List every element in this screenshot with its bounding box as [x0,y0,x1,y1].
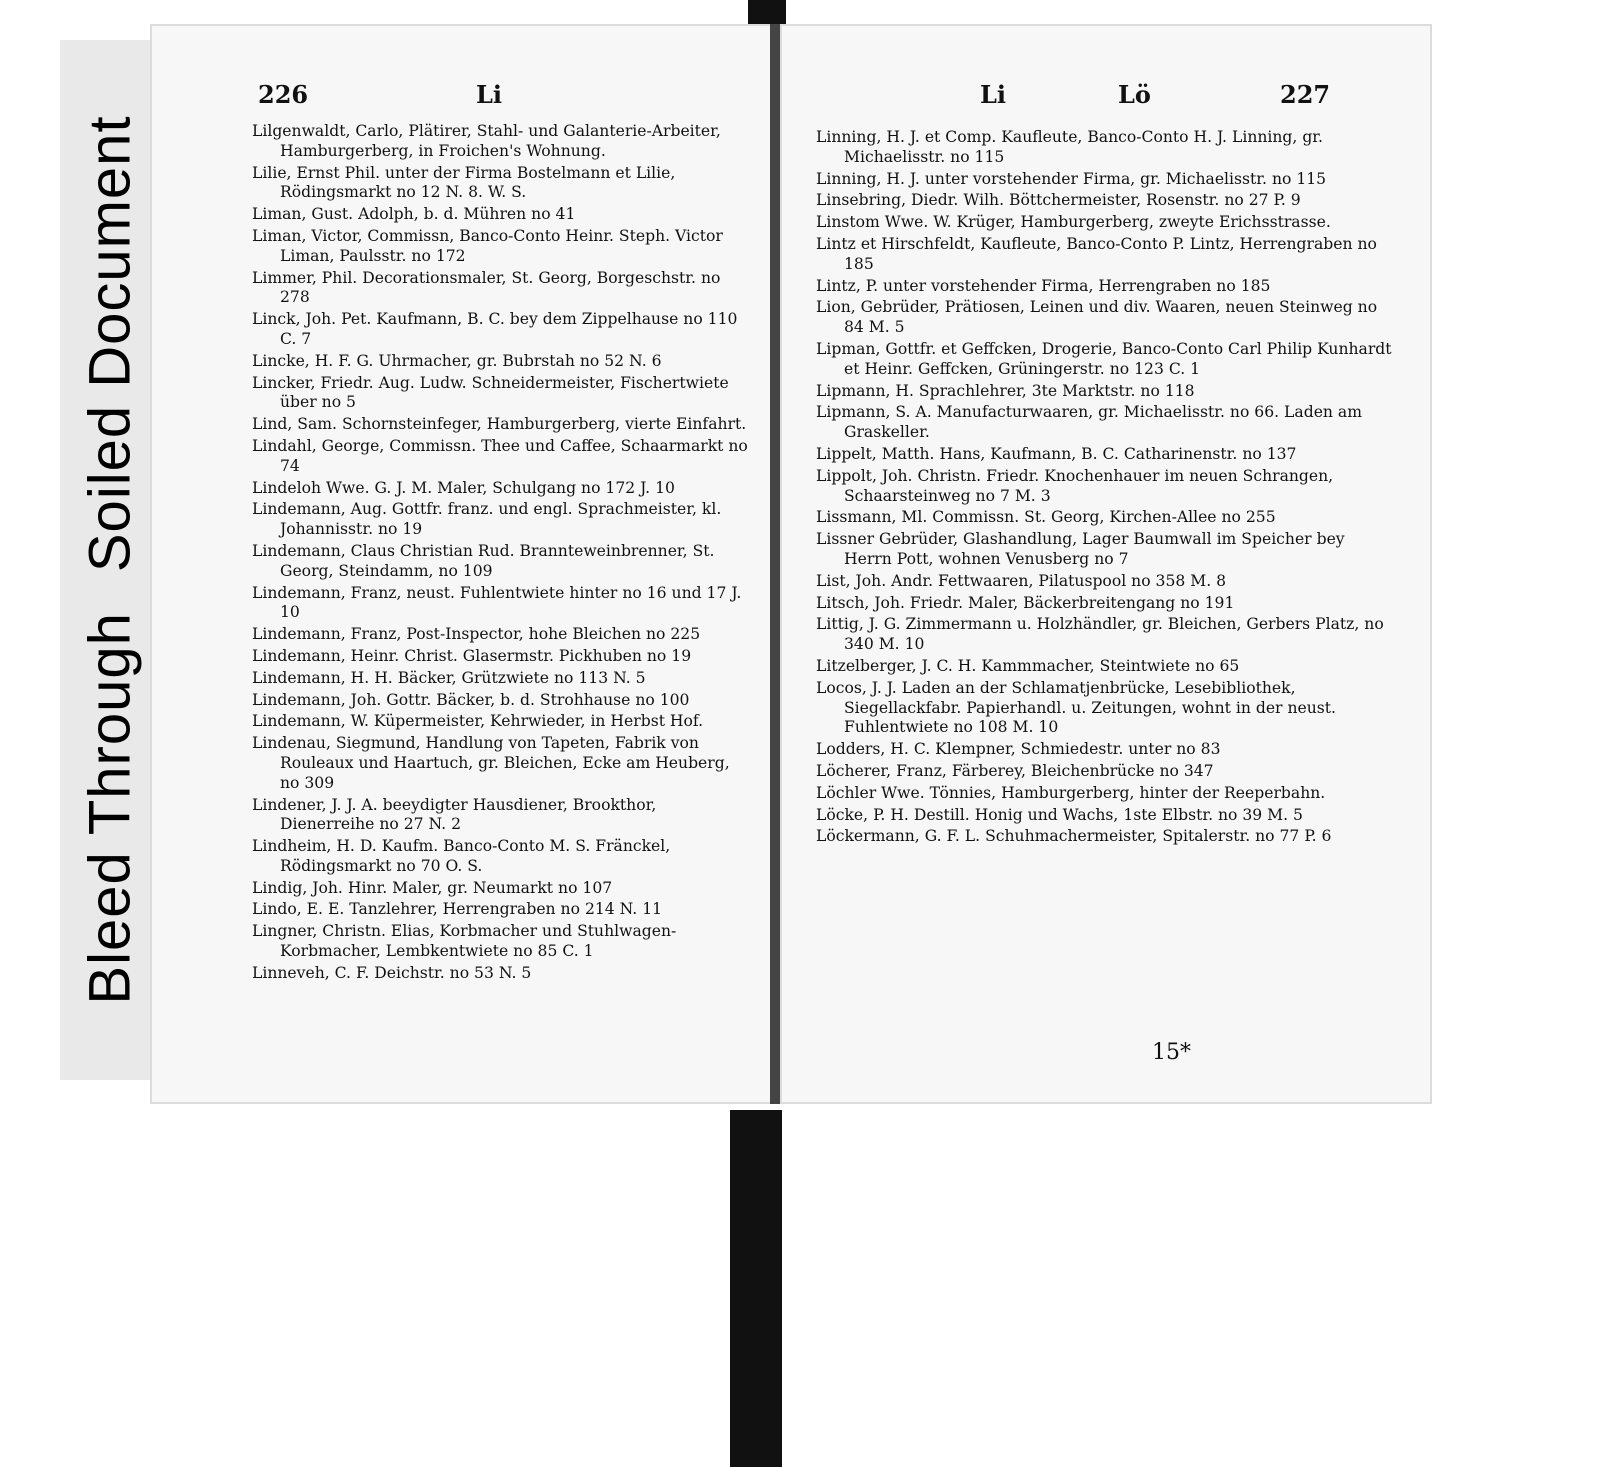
directory-entry: Lindheim, H. D. Kaufm. Banco-Conto M. S. Fränckel, Rödingsmarkt no 70 O. S. [252,837,671,875]
directory-entry: Linstom Wwe. W. Krüger, Hamburgerberg, zweyte Erichsstrasse. [816,213,1331,232]
page-gutter [770,24,780,1104]
directory-entry: Löcke, P. H. Destill. Honig und Wachs, 1ste Elbstr. no 39 M. 5 [816,805,1303,824]
directory-entry: Lodders, H. C. Klempner, Schmiedestr. unter no 83 [816,740,1221,759]
right-page-number: 227 [1280,80,1331,109]
directory-entry: Lind, Sam. Schornsteinfeger, Hamburgerberg, vierte Einfahrt. [252,415,747,434]
directory-entry: Lindemann, Claus Christian Rud. Brannteweinbrenner, St. Georg, Steindamm, no 109 [252,541,715,580]
directory-entry: List, Joh. Andr. Fettwaaren, Pilatuspool no 358 M. 8 [816,571,1227,590]
directory-entry: Löchler Wwe. Tönnies, Hamburgerberg, hinter der Reeperbahn. [816,783,1326,802]
directory-entry: Lindig, Joh. Hinr. Maler, gr. Neumarkt no 107 [252,878,613,897]
directory-entry: Lindemann, Franz, Post-Inspector, hohe Bleichen no 225 [252,625,701,644]
directory-entry: Lindo, E. E. Tanzlehrer, Herrengraben no 214 N. 11 [252,900,663,919]
directory-entry: Linsebring, Diedr. Wilh. Böttchermeister, Rosenstr. no 27 P. 9 [816,191,1301,210]
directory-entry: Linck, Joh. Pet. Kaufmann, B. C. bey dem Zippelhause no 110 C. 7 [252,310,738,348]
right-page-header-right: Lö [1118,80,1151,109]
directory-entry: Litzelberger, J. C. H. Kammmacher, Steintwiete no 65 [816,656,1240,675]
directory-entry: Litsch, Joh. Friedr. Maler, Bäckerbreitengang no 191 [816,593,1235,612]
directory-entry: Linneveh, C. F. Deichstr. no 53 N. 5 [252,963,532,982]
directory-entry: Lindemann, Heinr. Christ. Glasermstr. Pickhuben no 19 [252,646,692,665]
directory-entry: Littig, J. G. Zimmermann u. Holzhändler, gr. Bleichen, Gerbers Platz, no 340 M. 10 [816,615,1384,654]
directory-entry: Lindemann, H. H. Bäcker, Grützwiete no 113 N. 5 [252,668,646,687]
directory-entry: Lincke, H. F. G. Uhrmacher, gr. Bubrstah no 52 N. 6 [252,351,662,370]
directory-entry: Lissmann, Ml. Commissn. St. Georg, Kirchen-Allee no 255 [816,508,1276,527]
binding-bottom [730,1110,782,1467]
directory-entry: Löcherer, Franz, Färberey, Bleichenbrücke no 347 [816,761,1214,780]
directory-entry: Lindenau, Siegmund, Handlung von Tapeten, Fabrik von Rouleaux und Haartuch, gr. Bleichen, Ecke am Heuberg, no 309 [252,734,730,792]
directory-entry: Lipmann, H. Sprachlehrer, 3te Marktstr. no 118 [816,381,1195,400]
directory-entry: Lipman, Gottfr. et Geffcken, Drogerie, Banco-Conto Carl Philip Kunhardt et Heinr. Geffcken, Grüningerstr. no 123 C. 1 [816,339,1392,378]
directory-entry: Liman, Gust. Adolph, b. d. Mühren no 41 [252,205,576,224]
directory-entry: Lindemann, Joh. Gottr. Bäcker, b. d. Strohhause no 100 [252,690,690,709]
directory-entry: Lindahl, George, Commissn. Thee und Caffee, Schaarmarkt no 74 [252,436,748,475]
signature-mark: 15* [1152,1040,1191,1065]
directory-entry: Lipmann, S. A. Manufacturwaaren, gr. Michaelisstr. no 66. Laden am Graskeller. [816,403,1363,442]
right-page [780,24,1432,1104]
directory-entry: Lindemann, Aug. Gottfr. franz. und engl. Sprachmeister, kl. Johannisstr. no 19 [252,500,722,539]
side-label-text [77,115,144,1004]
left-entry-list [252,122,748,986]
directory-entry: Liman, Victor, Commissn, Banco-Conto Heinr. Steph. Victor Liman, Paulsstr. no 172 [252,226,723,265]
left-page-number: 226 [258,80,309,109]
directory-entry: Linning, H. J. et Comp. Kaufleute, Banco-Conto H. J. Linning, gr. Michaelisstr. no 115 [816,128,1324,166]
directory-entry: Lingner, Christn. Elias, Korbmacher und Stuhlwagen-Korbmacher, Lembkentwiete no 85 C. 1 [252,922,677,961]
directory-entry: Linning, H. J. unter vorstehender Firma, gr. Michaelisstr. no 115 [816,169,1327,188]
directory-entry: Lion, Gebrüder, Prätiosen, Leinen und div. Waaren, neuen Steinweg no 84 M. 5 [816,298,1378,337]
left-page-header: Li [476,80,502,109]
directory-entry: Lilgenwaldt, Carlo, Plätirer, Stahl- und Galanterie-Arbeiter, Hamburgerberg, in Froichen's Wohnung. [252,122,721,160]
side-label-part1: Bleed Through [77,612,143,1005]
directory-entry: Locos, J. J. Laden an der Schlamatjenbrücke, Lesebibliothek, Siegellackfabr. Papierhandl. u. Zeitungen, wohnt in der neust. Fuhlentwiete no 108 M. 10 [816,678,1336,737]
directory-entry: Lissner Gebrüder, Glashandlung, Lager Baumwall im Speicher bey Herrn Pott, wohnen Venusberg no 7 [816,530,1345,568]
directory-entry: Löckermann, G. F. L. Schuhmachermeister, Spitalerstr. no 77 P. 6 [816,827,1332,846]
directory-entry: Lincker, Friedr. Aug. Ludw. Schneidermeister, Fischertwiete über no 5 [252,373,729,412]
right-entry-list [816,128,1396,849]
directory-entry: Lindener, J. J. A. beeydigter Hausdiener, Brookthor, Dienerreihe no 27 N. 2 [252,795,657,834]
directory-entry: Lindeloh Wwe. G. J. M. Maler, Schulgang no 172 J. 10 [252,478,675,497]
directory-entry: Limmer, Phil. Decorationsmaler, St. Georg, Borgeschstr. no 278 [252,268,721,307]
directory-entry: Lindemann, W. Küpermeister, Kehrwieder, in Herbst Hof. [252,712,704,731]
directory-entry: Lippolt, Joh. Christn. Friedr. Knochenhauer im neuen Schrangen, Schaarsteinweg no 7 M. 3 [816,466,1334,505]
directory-entry: Lintz, P. unter vorstehender Firma, Herrengraben no 185 [816,276,1271,295]
directory-entry: Lintz et Hirschfeldt, Kaufleute, Banco-Conto P. Lintz, Herrengraben no 185 [816,234,1377,273]
right-page-header-left: Li [980,80,1006,109]
left-page [150,24,772,1104]
directory-entry: Lippelt, Matth. Hans, Kaufmann, B. C. Catharinenstr. no 137 [816,444,1297,463]
side-label-part2: Soiled Document [77,115,143,573]
directory-entry: Lindemann, Franz, neust. Fuhlentwiete hinter no 16 und 17 J. 10 [252,583,742,622]
directory-entry: Lilie, Ernst Phil. unter der Firma Bostelmann et Lilie, Rödingsmarkt no 12 N. 8. W. S. [252,163,676,202]
side-label-banner [60,40,160,1080]
